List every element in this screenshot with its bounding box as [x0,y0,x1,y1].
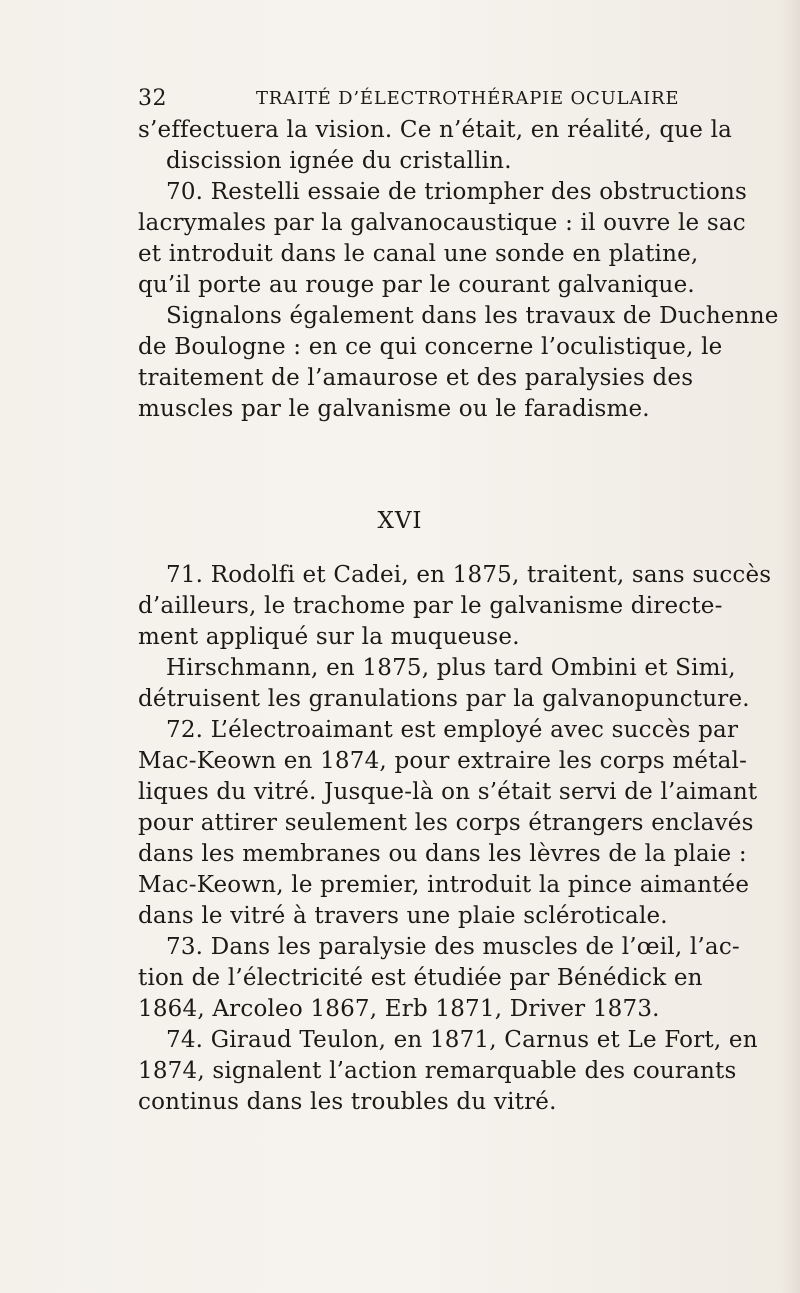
text-line: tion de l’électricité est étudiée par Bénédick en [138,965,703,991]
section-heading: XVI [377,508,423,534]
text-line: 70. Restelli essaie de triompher des obstructions [166,179,748,205]
text-line: 72. L’électroaimant est employé avec succès par [166,717,739,743]
text-line: 74. Giraud Teulon, en 1871, Carnus et Le Fort, en [166,1027,758,1053]
page-header [138,86,680,116]
text-line: dans le vitré à travers une plaie scléroticale. [138,903,668,929]
text-line: 1864, Arcoleo 1867, Erb 1871, Driver 1873. [138,996,660,1022]
running-title: TRAITÉ D’ÉLECTROTHÉRAPIE OCULAIRE [256,88,680,109]
text-line: détruisent les granulations par la galvanopuncture. [138,686,750,712]
text-block-1 [138,115,779,425]
text-block-2 [138,560,772,1118]
text-line: 73. Dans les paralysie des muscles de l’œil, l’ac- [166,934,740,960]
text-line: pour attirer seulement les corps étrangers enclavés [138,810,754,836]
text-line: de Boulogne : en ce qui concerne l’oculistique, le [138,334,723,360]
text-line: Mac-Keown en 1874, pour extraire les corps métal- [138,748,748,774]
text-line: 71. Rodolfi et Cadei, en 1875, traitent, sans succès [166,562,772,588]
text-line: d’ailleurs, le trachome par le galvanisme directe- [138,593,723,619]
text-line: muscles par le galvanisme ou le faradisme. [138,396,650,422]
page-number: 32 [138,86,167,111]
text-line: continus dans les troubles du vitré. [138,1089,557,1115]
text-line: dans les membranes ou dans les lèvres de la plaie : [138,841,747,867]
text-line: s’effectuera la vision. Ce n’était, en réalité, que la [138,117,733,143]
text-line: ment appliqué sur la muqueuse. [138,624,520,650]
text-line: Hirschmann, en 1875, plus tard Ombini et Simi, [166,655,736,681]
text-line: liques du vitré. Jusque-là on s’était servi de l’aimant [138,779,758,805]
text-line: discission ignée du cristallin. [166,148,512,174]
text-line: Mac-Keown, le premier, introduit la pince aimantée [138,872,750,898]
text-line: Signalons également dans les travaux de Duchenne [166,303,779,329]
text-line: et introduit dans le canal une sonde en platine, [138,241,699,267]
text-line: traitement de l’amaurose et des paralysies des [138,365,694,391]
text-line: lacrymales par la galvanocaustique : il ouvre le sac [138,210,746,236]
text-line: 1874, signalent l’action remarquable des courants [138,1058,737,1084]
text-line: qu’il porte au rouge par le courant galvanique. [138,272,695,298]
page-edge-shadow [780,0,800,1293]
